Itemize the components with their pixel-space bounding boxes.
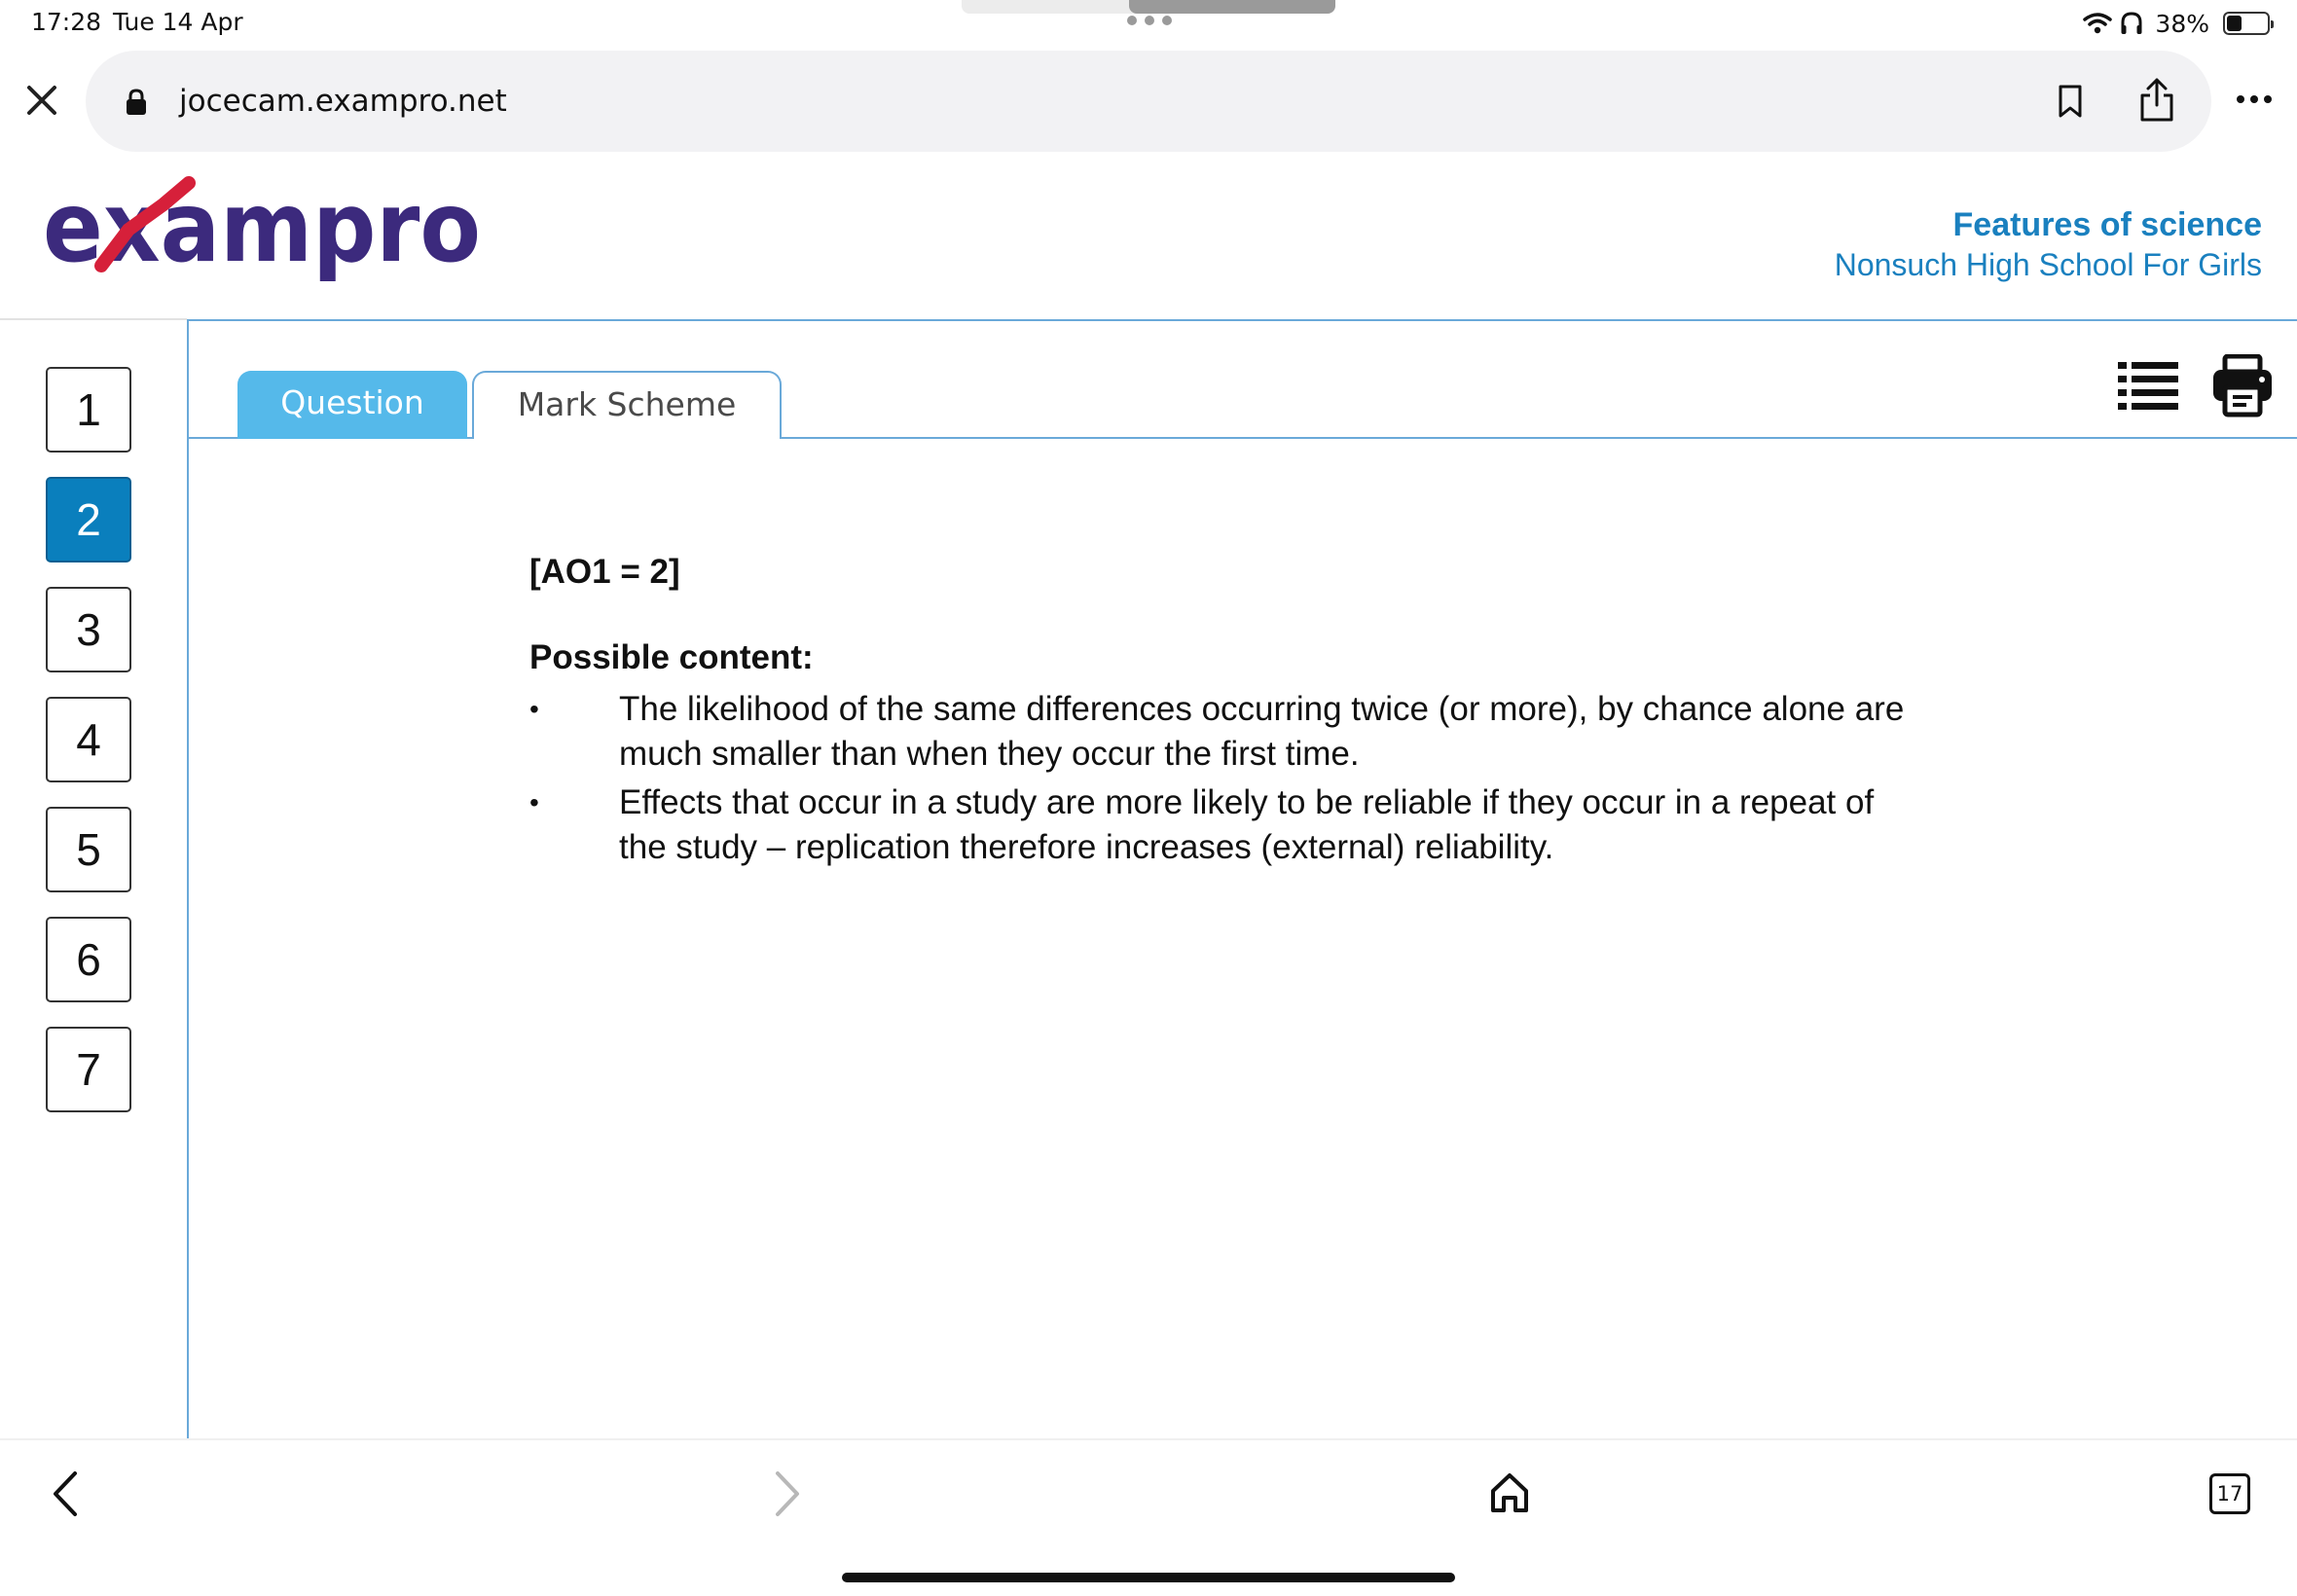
- forward-icon[interactable]: [773, 1469, 802, 1518]
- header-divider: [0, 318, 187, 320]
- question-button-4[interactable]: 4: [46, 697, 131, 782]
- close-icon[interactable]: [21, 80, 62, 121]
- bullet-text: Effects that occur in a study are more likely to be reliable if they occur in a repeat of the study – replication therefore increases (external) reliability.: [619, 783, 1875, 866]
- battery-icon: [2223, 12, 2270, 35]
- question-button-3[interactable]: 3: [46, 587, 131, 672]
- bullet-item: [529, 780, 1912, 870]
- question-button-7[interactable]: 7: [46, 1027, 131, 1112]
- ao-label: [AO1 = 2]: [529, 553, 680, 591]
- status-time: 17:28: [31, 8, 102, 36]
- school-name: Nonsuch High School For Girls: [1834, 247, 2262, 282]
- bullet-list: [529, 687, 1912, 874]
- question-button-1[interactable]: 1: [46, 367, 131, 453]
- bullet-text: The likelihood of the same differences occurring twice (or more), by chance alone are much smaller than when they occur the first time.: [619, 690, 1905, 773]
- possible-content-heading: Possible content:: [529, 638, 814, 676]
- course-title: Features of science: [1952, 206, 2262, 243]
- bullet-dot: •: [529, 787, 539, 817]
- print-icon[interactable]: [2211, 354, 2274, 418]
- back-icon[interactable]: [51, 1469, 80, 1518]
- lock-icon: [125, 88, 148, 117]
- bottom-divider: [0, 1438, 2297, 1440]
- content-frame: [187, 319, 2297, 1440]
- status-bar: [0, 0, 2297, 47]
- list-icon[interactable]: [2118, 360, 2178, 415]
- home-icon[interactable]: [1489, 1471, 1530, 1514]
- top-scroll-thumb[interactable]: [1129, 0, 1335, 14]
- question-button-6[interactable]: 6: [46, 917, 131, 1002]
- home-indicator[interactable]: [842, 1573, 1455, 1582]
- question-nav: [46, 367, 133, 1137]
- svg-text:exampro: exampro: [43, 173, 481, 284]
- battery-fill: [2227, 16, 2242, 31]
- bookmark-icon[interactable]: [2056, 84, 2085, 119]
- question-button-5[interactable]: 5: [46, 807, 131, 892]
- url-text[interactable]: jocecam.exampro.net: [179, 84, 507, 119]
- exampro-logo[interactable]: [43, 173, 491, 290]
- tab-mark-scheme[interactable]: Mark Scheme: [472, 371, 782, 439]
- status-indicators: [2083, 6, 2270, 41]
- tab-question[interactable]: Question: [237, 371, 467, 439]
- bullet-dot: •: [529, 694, 539, 724]
- question-button-2[interactable]: 2: [46, 477, 131, 562]
- share-icon[interactable]: [2137, 76, 2176, 123]
- bullet-item: [529, 687, 1912, 777]
- more-icon[interactable]: [2235, 93, 2274, 105]
- wifi-icon: [2083, 12, 2112, 35]
- battery-percent: 38%: [2155, 9, 2209, 38]
- tabs-icon[interactable]: 17: [2209, 1473, 2250, 1514]
- multitask-icon[interactable]: [1127, 16, 1172, 25]
- headphones-icon: [2120, 11, 2143, 36]
- status-date: Tue 14 Apr: [113, 8, 243, 36]
